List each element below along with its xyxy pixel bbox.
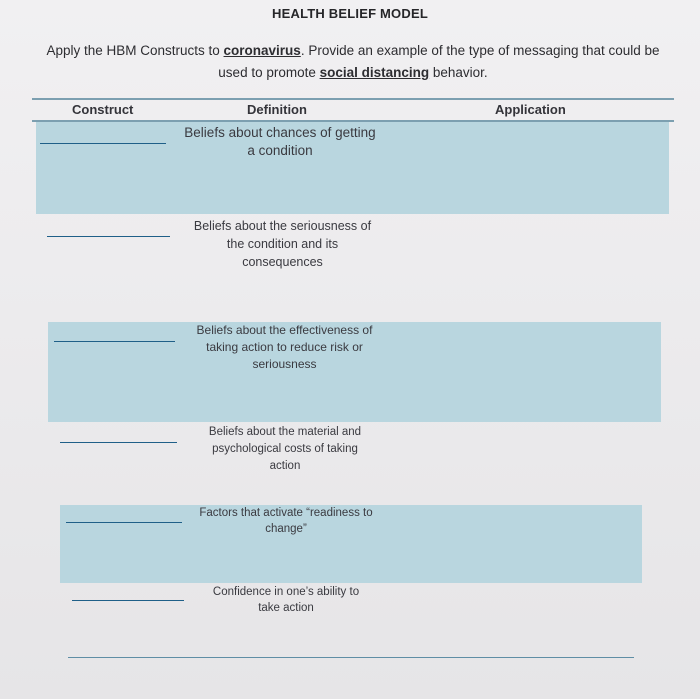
instructions-text-2: . Provide an example of the type of messaging that could be used to promote [218, 43, 660, 80]
page-title: HEALTH BELIEF MODEL [272, 6, 428, 21]
instructions [30, 40, 676, 84]
keyword-social-distancing: social distancing [319, 65, 430, 80]
construct-blank-6[interactable] [72, 600, 184, 601]
header-definition: Definition [247, 102, 307, 117]
header-construct: Construct [72, 102, 134, 117]
construct-blank-3[interactable] [54, 341, 175, 342]
definition-3: Beliefs about the effectiveness of taking action to reduce risk or seriousness [196, 323, 373, 371]
table-top-rule [32, 98, 674, 100]
table-bottom-rule [68, 657, 634, 658]
construct-blank-4[interactable] [60, 442, 177, 443]
definition-4: Beliefs about the material and psychological costs of taking action [208, 426, 362, 472]
construct-blank-5[interactable] [66, 522, 182, 523]
definition-1: Beliefs about chances of getting a condition [184, 125, 376, 158]
keyword-coronavirus: coronavirus [223, 43, 301, 58]
instructions-text-1: Apply the HBM Constructs to [46, 43, 224, 58]
construct-blank-2[interactable] [47, 236, 170, 237]
instructions-text-3: behavior. [429, 65, 488, 80]
definition-2: Beliefs about the seriousness of the condition and its consequences [193, 219, 372, 269]
construct-blank-1[interactable] [40, 143, 166, 144]
header-application: Application [495, 102, 566, 117]
definition-5: Factors that activate “readiness to change” [199, 507, 373, 535]
definition-6: Confidence in one’s ability to take action [212, 586, 360, 614]
